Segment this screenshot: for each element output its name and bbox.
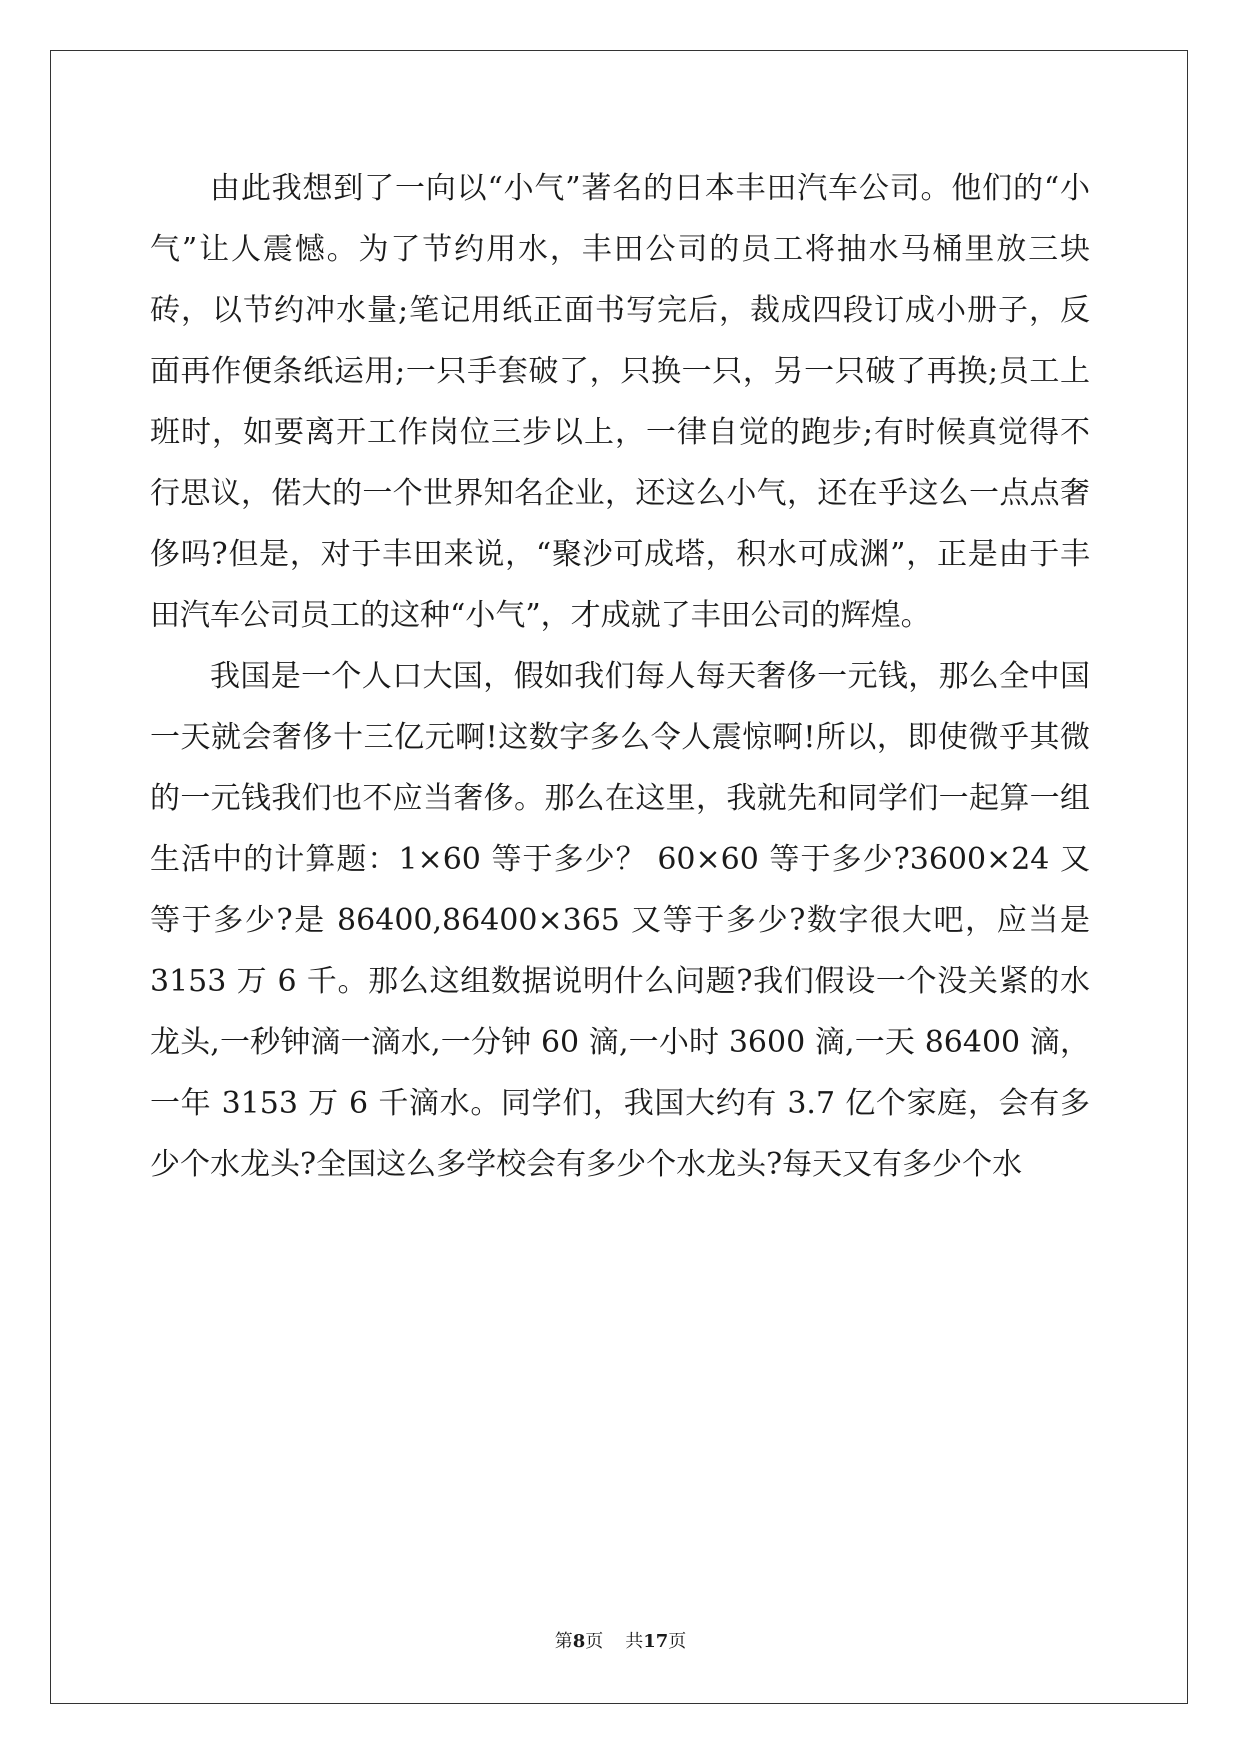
total-pages: 17 [643, 1631, 669, 1652]
page-prefix: 第 [554, 1631, 573, 1652]
page-number: 8 [572, 1631, 586, 1652]
total-suffix: 页 [668, 1631, 687, 1652]
paragraph-water-saving: 我国是一个人口大国，假如我们每人每天奢侈一元钱，那么全中国一天就会奢侈十三亿元啊!这数字多么令人震惊啊!所以，即使微乎其微的一元钱我们也不应当奢侈。那么在这里，我就先和同学们一起算一组生活中的计算题：1×60 等于多少？ 60×60 等于多少?3600×24 又等于多少?是 86400,86400×365 又等于多少?数字很大吧，应当是 3153 万 6 千。那么这组数据说明什么问题?我们假设一个没关紧的水龙头,一秒钟滴一滴水,一分钟 60 滴,一小时 3600 滴,一天 86400 滴，一年 3153 万 6 千滴水。同学们，我国大约有 3.7 亿个家庭，会有多少个水龙头?全国这么多学校会有多少个水龙头?每天又有多少个水 [150, 659, 1090, 1182]
page-suffix: 页 [585, 1631, 604, 1652]
paragraph-toyota: 由此我想到了一向以“小气”著名的日本丰田汽车公司。他们的“小气”让人震憾。为了节约用水，丰田公司的员工将抽水马桶里放三块砖，以节约冲水量;笔记用纸正面书写完后，裁成四段订成小册子，反面再作便条纸运用;一只手套破了，只换一只，另一只破了再换;员工上班时，如要离开工作岗位三步以上，一律自觉的跑步;有时候真觉得不行思议，偌大的一个世界知名企业，还这么小气，还在乎这么一点点奢侈吗?但是，对于丰田来说，“聚沙可成塔，积水可成渊”，正是由于丰田汽车公司员工的这种“小气”，才成就了丰田公司的辉煌。 [150, 171, 1090, 633]
page-footer [0, 1627, 1241, 1653]
total-prefix: 共 [625, 1631, 644, 1652]
document-body [150, 158, 1090, 1195]
